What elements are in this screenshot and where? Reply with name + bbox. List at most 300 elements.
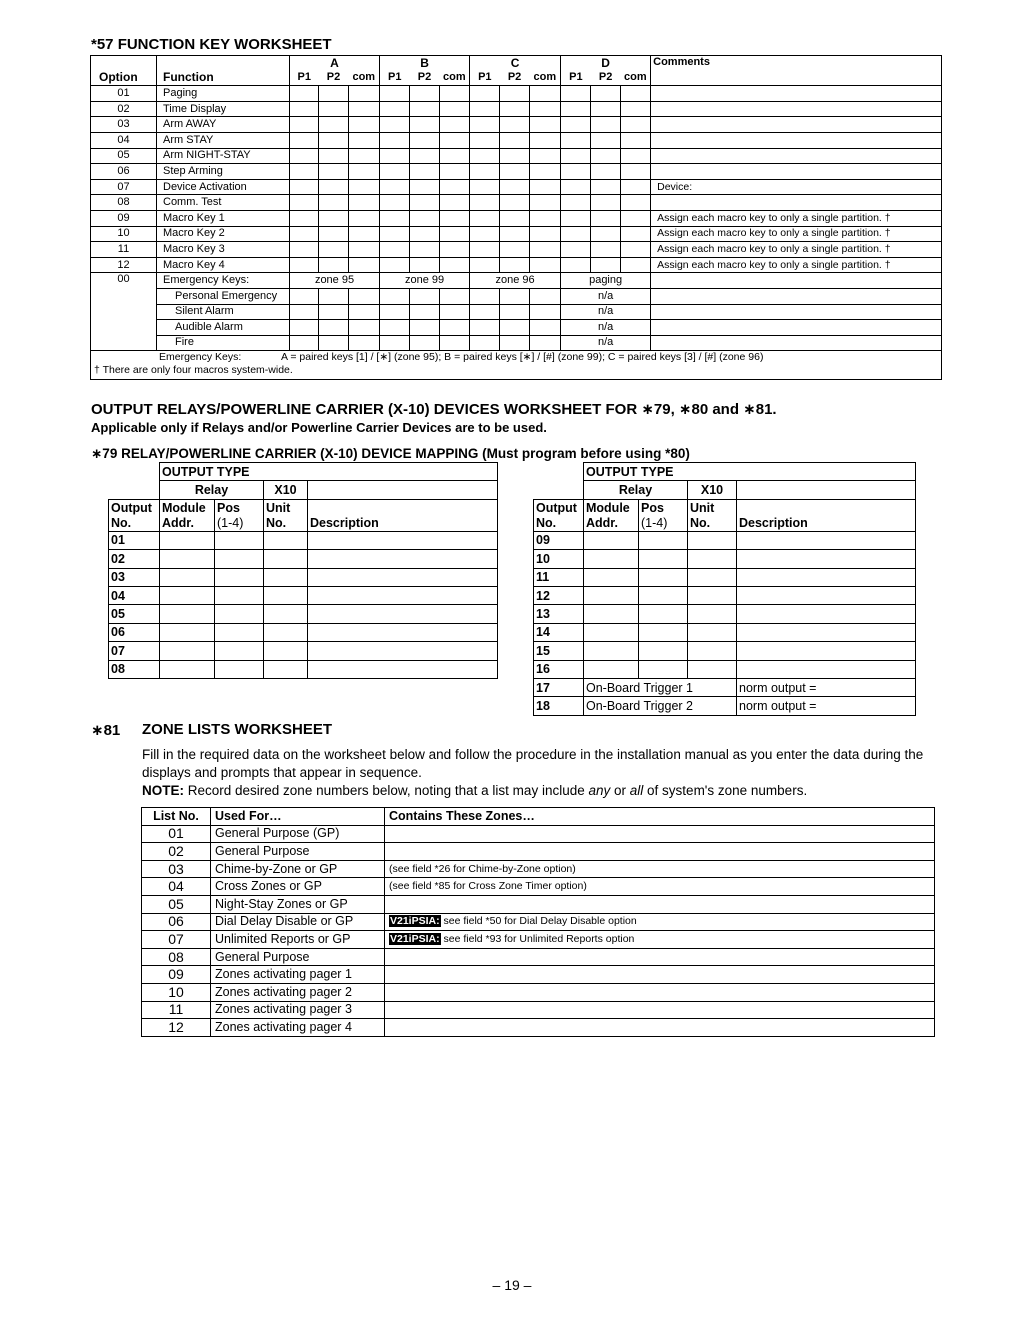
entry-cell[interactable] — [688, 586, 737, 604]
entry-cell[interactable] — [530, 179, 561, 195]
emergency-item-row — [91, 288, 942, 304]
entry-cell[interactable] — [470, 164, 500, 180]
entry-cell[interactable] — [688, 550, 737, 568]
entry-cell[interactable] — [380, 210, 410, 226]
entry-cell[interactable] — [639, 660, 688, 678]
entry-cell[interactable] — [319, 288, 349, 304]
entry-cell[interactable] — [380, 226, 410, 242]
entry-cell[interactable] — [561, 164, 591, 180]
entry-cell[interactable] — [290, 288, 319, 304]
entry-cell[interactable] — [470, 288, 500, 304]
entry-cell[interactable] — [380, 242, 410, 258]
entry-cell[interactable] — [591, 210, 621, 226]
entry-cell[interactable] — [349, 320, 380, 336]
entry-cell[interactable] — [530, 288, 561, 304]
entry-cell[interactable] — [639, 586, 688, 604]
entry-cell[interactable] — [319, 335, 349, 351]
entry-cell[interactable] — [410, 101, 440, 117]
entry-cell[interactable] — [584, 531, 639, 549]
entry-cell[interactable] — [380, 164, 410, 180]
entry-cell[interactable] — [440, 226, 470, 242]
entry-cell[interactable] — [530, 86, 561, 102]
entry-cell[interactable] — [290, 86, 319, 102]
entry-cell[interactable] — [264, 586, 308, 604]
entry-cell[interactable] — [591, 226, 621, 242]
entry-cell[interactable] — [584, 586, 639, 604]
entry-cell[interactable] — [621, 179, 651, 195]
entry-cell[interactable] — [440, 320, 470, 336]
entry-cell[interactable] — [591, 86, 621, 102]
entry-cell[interactable] — [380, 179, 410, 195]
entry-cell[interactable] — [639, 605, 688, 623]
entry-cell[interactable] — [264, 531, 308, 549]
entry-cell[interactable] — [621, 242, 651, 258]
zone-list-row — [142, 1001, 935, 1019]
emergency-note-label: Emergency Keys: — [159, 351, 242, 364]
entry-cell[interactable] — [319, 257, 349, 273]
entry-cell[interactable] — [440, 335, 470, 351]
entry-cell[interactable] — [410, 132, 440, 148]
pos-header-line1: Pos — [641, 500, 664, 515]
entry-cell[interactable] — [410, 242, 440, 258]
entry-cell[interactable] — [530, 164, 561, 180]
entry-cell[interactable] — [215, 605, 264, 623]
entry-cell[interactable] — [500, 242, 530, 258]
entry-cell[interactable] — [349, 164, 380, 180]
entry-cell[interactable] — [440, 210, 470, 226]
entry-cell[interactable] — [500, 335, 530, 351]
entry-cell[interactable] — [290, 320, 319, 336]
entry-cell[interactable] — [290, 164, 319, 180]
contains-zones-field[interactable] — [385, 860, 935, 878]
entry-cell[interactable] — [264, 623, 308, 641]
entry-cell[interactable] — [319, 164, 349, 180]
entry-cell[interactable] — [584, 568, 639, 586]
entry-cell[interactable] — [349, 132, 380, 148]
entry-cell[interactable] — [410, 304, 440, 320]
function-name: Step Arming — [157, 164, 290, 180]
entry-cell[interactable] — [308, 660, 498, 678]
zone-list-row — [142, 931, 935, 949]
entry-cell[interactable] — [688, 642, 737, 660]
entry-cell[interactable] — [380, 320, 410, 336]
entry-cell[interactable] — [440, 86, 470, 102]
norm-output-field[interactable]: norm output = — [737, 678, 916, 696]
entry-cell[interactable] — [561, 195, 591, 211]
entry-cell[interactable] — [349, 101, 380, 117]
entry-cell[interactable] — [470, 179, 500, 195]
entry-cell[interactable] — [290, 242, 319, 258]
entry-cell[interactable] — [500, 195, 530, 211]
entry-cell[interactable] — [290, 195, 319, 211]
entry-cell[interactable] — [319, 86, 349, 102]
entry-cell[interactable] — [737, 623, 916, 641]
entry-cell[interactable] — [308, 642, 498, 660]
entry-cell[interactable] — [290, 304, 319, 320]
contains-zones-field[interactable] — [385, 948, 935, 966]
spacer — [534, 481, 584, 499]
output-mapping-table-left — [108, 462, 498, 679]
entry-cell[interactable] — [561, 86, 591, 102]
list-number: 06 — [142, 913, 211, 931]
entry-cell[interactable] — [591, 257, 621, 273]
entry-cell[interactable] — [737, 550, 916, 568]
entry-cell[interactable] — [410, 179, 440, 195]
entry-cell[interactable] — [591, 179, 621, 195]
entry-cell[interactable] — [319, 304, 349, 320]
entry-cell[interactable] — [470, 117, 500, 133]
contains-zones-field[interactable] — [385, 913, 935, 931]
entry-cell[interactable] — [290, 101, 319, 117]
entry-cell[interactable] — [737, 568, 916, 586]
entry-cell[interactable] — [308, 531, 498, 549]
entry-cell[interactable] — [264, 642, 308, 660]
entry-cell[interactable] — [621, 164, 651, 180]
contains-zones-field[interactable] — [385, 983, 935, 1001]
entry-cell[interactable] — [160, 660, 215, 678]
entry-cell[interactable] — [319, 132, 349, 148]
entry-cell[interactable] — [410, 86, 440, 102]
entry-cell[interactable] — [561, 179, 591, 195]
entry-cell[interactable] — [639, 642, 688, 660]
entry-cell[interactable] — [319, 148, 349, 164]
entry-cell[interactable] — [737, 642, 916, 660]
entry-cell[interactable] — [688, 660, 737, 678]
entry-cell[interactable] — [349, 304, 380, 320]
entry-cell[interactable] — [470, 257, 500, 273]
entry-cell[interactable] — [215, 586, 264, 604]
entry-cell[interactable] — [160, 642, 215, 660]
used-for: Zones activating pager 3 — [211, 1001, 385, 1019]
entry-cell[interactable] — [319, 242, 349, 258]
contains-zones-field[interactable] — [385, 825, 935, 843]
entry-cell[interactable] — [621, 101, 651, 117]
entry-cell[interactable] — [470, 195, 500, 211]
entry-cell[interactable] — [530, 148, 561, 164]
entry-cell[interactable] — [440, 304, 470, 320]
entry-cell[interactable] — [410, 117, 440, 133]
entry-cell[interactable] — [319, 179, 349, 195]
entry-cell[interactable] — [290, 257, 319, 273]
entry-cell[interactable] — [530, 101, 561, 117]
entry-cell[interactable] — [380, 288, 410, 304]
entry-cell[interactable] — [530, 335, 561, 351]
entry-cell[interactable] — [290, 132, 319, 148]
entry-cell[interactable] — [215, 642, 264, 660]
entry-cell[interactable] — [440, 195, 470, 211]
entry-cell[interactable] — [308, 623, 498, 641]
entry-cell[interactable] — [500, 210, 530, 226]
entry-cell[interactable] — [500, 132, 530, 148]
entry-cell[interactable] — [584, 605, 639, 623]
entry-cell[interactable] — [470, 320, 500, 336]
entry-cell[interactable] — [500, 164, 530, 180]
entry-cell[interactable] — [688, 568, 737, 586]
sub-header-a-p2: P2 — [319, 71, 349, 86]
entry-cell[interactable] — [319, 101, 349, 117]
contains-zones-field[interactable] — [385, 931, 935, 949]
entry-cell[interactable] — [621, 86, 651, 102]
entry-cell[interactable] — [500, 257, 530, 273]
option-number: 01 — [91, 86, 157, 102]
entry-cell[interactable] — [737, 531, 916, 549]
entry-cell[interactable] — [410, 164, 440, 180]
entry-cell[interactable] — [264, 550, 308, 568]
sub-header-d-p2: P2 — [591, 71, 621, 86]
entry-cell[interactable] — [160, 568, 215, 586]
entry-cell[interactable] — [349, 148, 380, 164]
entry-cell[interactable] — [688, 531, 737, 549]
entry-cell[interactable] — [440, 179, 470, 195]
entry-cell[interactable] — [440, 148, 470, 164]
entry-cell[interactable] — [530, 242, 561, 258]
entry-cell[interactable] — [349, 257, 380, 273]
entry-cell[interactable] — [639, 623, 688, 641]
entry-cell[interactable] — [621, 132, 651, 148]
entry-cell[interactable] — [440, 117, 470, 133]
entry-cell[interactable] — [215, 660, 264, 678]
function-row — [91, 242, 942, 258]
entry-cell[interactable] — [349, 86, 380, 102]
pos-header-line2: (1-4) — [217, 515, 244, 530]
entry-cell[interactable] — [530, 304, 561, 320]
entry-cell[interactable] — [500, 304, 530, 320]
contains-zones-field[interactable] — [385, 895, 935, 913]
entry-cell[interactable] — [500, 148, 530, 164]
entry-cell[interactable] — [290, 179, 319, 195]
entry-cell[interactable] — [319, 195, 349, 211]
norm-output-field[interactable]: norm output = — [737, 697, 916, 715]
entry-cell[interactable] — [561, 257, 591, 273]
entry-cell[interactable] — [160, 586, 215, 604]
entry-cell[interactable] — [470, 101, 500, 117]
entry-cell[interactable] — [380, 101, 410, 117]
entry-cell[interactable] — [737, 605, 916, 623]
entry-cell[interactable] — [470, 226, 500, 242]
option-number: 04 — [91, 132, 157, 148]
list-number: 05 — [142, 895, 211, 913]
entry-cell[interactable] — [215, 531, 264, 549]
sub-header-d-com: com — [621, 71, 651, 86]
entry-cell[interactable] — [349, 179, 380, 195]
output-type-header: OUTPUT TYPE — [160, 463, 498, 481]
entry-cell[interactable] — [688, 623, 737, 641]
entry-cell[interactable] — [380, 195, 410, 211]
entry-cell[interactable] — [591, 132, 621, 148]
entry-cell[interactable] — [561, 148, 591, 164]
output-relays-subtitle: Applicable only if Relays and/or Powerline Carrier Devices are to be used. — [91, 420, 547, 435]
unit-no-header — [264, 499, 308, 531]
used-for: Cross Zones or GP — [211, 878, 385, 896]
entry-cell[interactable] — [308, 605, 498, 623]
entry-cell[interactable] — [440, 101, 470, 117]
entry-cell[interactable] — [591, 164, 621, 180]
comment-cell: Assign each macro key to only a single partition. † — [651, 257, 942, 273]
entry-cell[interactable] — [349, 242, 380, 258]
entry-cell[interactable] — [349, 117, 380, 133]
macro-footnote: † There are only four macros system-wide. — [94, 364, 293, 377]
entry-cell[interactable] — [319, 226, 349, 242]
entry-cell[interactable] — [410, 288, 440, 304]
column-header-row — [534, 499, 916, 531]
emergency-keys-row — [91, 273, 942, 289]
entry-cell[interactable] — [380, 132, 410, 148]
entry-cell[interactable] — [530, 132, 561, 148]
entry-cell[interactable] — [584, 660, 639, 678]
entry-cell[interactable] — [530, 117, 561, 133]
entry-cell[interactable] — [591, 148, 621, 164]
entry-cell[interactable] — [290, 148, 319, 164]
entry-cell[interactable] — [470, 210, 500, 226]
entry-cell[interactable] — [500, 226, 530, 242]
entry-cell[interactable] — [349, 288, 380, 304]
emergency-item-name: Silent Alarm — [157, 304, 290, 320]
entry-cell[interactable] — [380, 148, 410, 164]
entry-cell[interactable] — [737, 660, 916, 678]
zone-lists-title: ZONE LISTS WORKSHEET — [142, 721, 333, 738]
entry-cell[interactable] — [584, 642, 639, 660]
entry-cell[interactable] — [530, 257, 561, 273]
entry-cell[interactable] — [440, 242, 470, 258]
entry-cell[interactable] — [264, 660, 308, 678]
entry-cell[interactable] — [470, 86, 500, 102]
entry-cell[interactable] — [349, 335, 380, 351]
entry-cell[interactable] — [688, 605, 737, 623]
entry-cell[interactable] — [530, 320, 561, 336]
entry-cell[interactable] — [380, 117, 410, 133]
entry-cell[interactable] — [319, 117, 349, 133]
entry-cell[interactable] — [215, 568, 264, 586]
entry-cell[interactable] — [500, 86, 530, 102]
entry-cell[interactable] — [215, 623, 264, 641]
entry-cell[interactable] — [639, 531, 688, 549]
zone-list-row — [142, 983, 935, 1001]
entry-cell[interactable] — [308, 568, 498, 586]
entry-cell[interactable] — [380, 335, 410, 351]
entry-cell[interactable] — [290, 210, 319, 226]
entry-cell[interactable] — [410, 148, 440, 164]
contains-zones-field[interactable] — [385, 878, 935, 896]
entry-cell[interactable] — [440, 164, 470, 180]
entry-cell[interactable] — [561, 242, 591, 258]
entry-cell[interactable] — [440, 288, 470, 304]
entry-cell[interactable] — [591, 117, 621, 133]
entry-cell[interactable] — [561, 101, 591, 117]
entry-cell[interactable] — [308, 550, 498, 568]
entry-cell[interactable] — [621, 210, 651, 226]
entry-cell[interactable] — [264, 605, 308, 623]
entry-cell[interactable] — [160, 550, 215, 568]
contains-zones-field[interactable] — [385, 1019, 935, 1037]
entry-cell[interactable] — [639, 568, 688, 586]
entry-cell[interactable] — [561, 210, 591, 226]
entry-cell[interactable] — [440, 132, 470, 148]
entry-cell[interactable] — [470, 148, 500, 164]
contains-zones-field[interactable] — [385, 843, 935, 861]
entry-cell[interactable] — [621, 117, 651, 133]
entry-cell[interactable] — [290, 117, 319, 133]
not-applicable: n/a — [561, 320, 651, 336]
entry-cell[interactable] — [621, 226, 651, 242]
contains-zones-field[interactable] — [385, 1001, 935, 1019]
entry-cell[interactable] — [561, 132, 591, 148]
entry-cell[interactable] — [410, 257, 440, 273]
entry-cell[interactable] — [470, 335, 500, 351]
entry-cell[interactable] — [621, 195, 651, 211]
entry-cell[interactable] — [500, 320, 530, 336]
entry-cell[interactable] — [470, 304, 500, 320]
entry-cell[interactable] — [621, 257, 651, 273]
entry-cell[interactable] — [500, 101, 530, 117]
entry-cell[interactable] — [591, 195, 621, 211]
entry-cell[interactable] — [621, 148, 651, 164]
entry-cell[interactable] — [737, 586, 916, 604]
entry-cell[interactable] — [410, 210, 440, 226]
entry-cell[interactable] — [380, 86, 410, 102]
pos-header-line2: (1-4) — [641, 515, 668, 530]
entry-cell[interactable] — [215, 550, 264, 568]
entry-cell[interactable] — [319, 320, 349, 336]
entry-cell[interactable] — [160, 531, 215, 549]
entry-cell[interactable] — [349, 210, 380, 226]
entry-cell[interactable] — [500, 179, 530, 195]
entry-cell[interactable] — [440, 257, 470, 273]
entry-cell[interactable] — [308, 586, 498, 604]
entry-cell[interactable] — [349, 195, 380, 211]
entry-cell[interactable] — [584, 550, 639, 568]
contains-zones-field[interactable] — [385, 966, 935, 984]
unit-no-header — [688, 499, 737, 531]
emergency-note-row — [91, 351, 942, 380]
entry-cell[interactable] — [530, 226, 561, 242]
entry-cell[interactable] — [290, 226, 319, 242]
zone-list-row — [142, 895, 935, 913]
entry-cell[interactable] — [561, 226, 591, 242]
entry-cell[interactable] — [160, 605, 215, 623]
entry-cell[interactable] — [470, 242, 500, 258]
entry-cell[interactable] — [639, 550, 688, 568]
entry-cell[interactable] — [380, 304, 410, 320]
entry-cell[interactable] — [410, 226, 440, 242]
used-for: General Purpose (GP) — [211, 825, 385, 843]
entry-cell[interactable] — [410, 335, 440, 351]
entry-cell[interactable] — [584, 623, 639, 641]
group-header-d: D — [561, 56, 651, 71]
entry-cell[interactable] — [561, 117, 591, 133]
entry-cell[interactable] — [591, 101, 621, 117]
entry-cell[interactable] — [410, 195, 440, 211]
list-number: 08 — [142, 948, 211, 966]
entry-cell[interactable] — [349, 226, 380, 242]
entry-cell[interactable] — [500, 117, 530, 133]
entry-cell[interactable] — [264, 568, 308, 586]
entry-cell[interactable] — [380, 257, 410, 273]
entry-cell[interactable] — [319, 210, 349, 226]
entry-cell[interactable] — [290, 335, 319, 351]
description-spacer — [308, 481, 498, 499]
comment-cell: Assign each macro key to only a single partition. † — [651, 242, 942, 258]
entry-cell[interactable] — [530, 210, 561, 226]
pos-header-line1: Pos — [217, 500, 240, 515]
entry-cell[interactable] — [470, 132, 500, 148]
entry-cell[interactable] — [160, 623, 215, 641]
entry-cell[interactable] — [591, 242, 621, 258]
entry-cell[interactable] — [410, 320, 440, 336]
entry-cell[interactable] — [530, 195, 561, 211]
note-all: all — [629, 783, 644, 798]
entry-cell[interactable] — [500, 288, 530, 304]
sub-header-c-p2: P2 — [500, 71, 530, 86]
